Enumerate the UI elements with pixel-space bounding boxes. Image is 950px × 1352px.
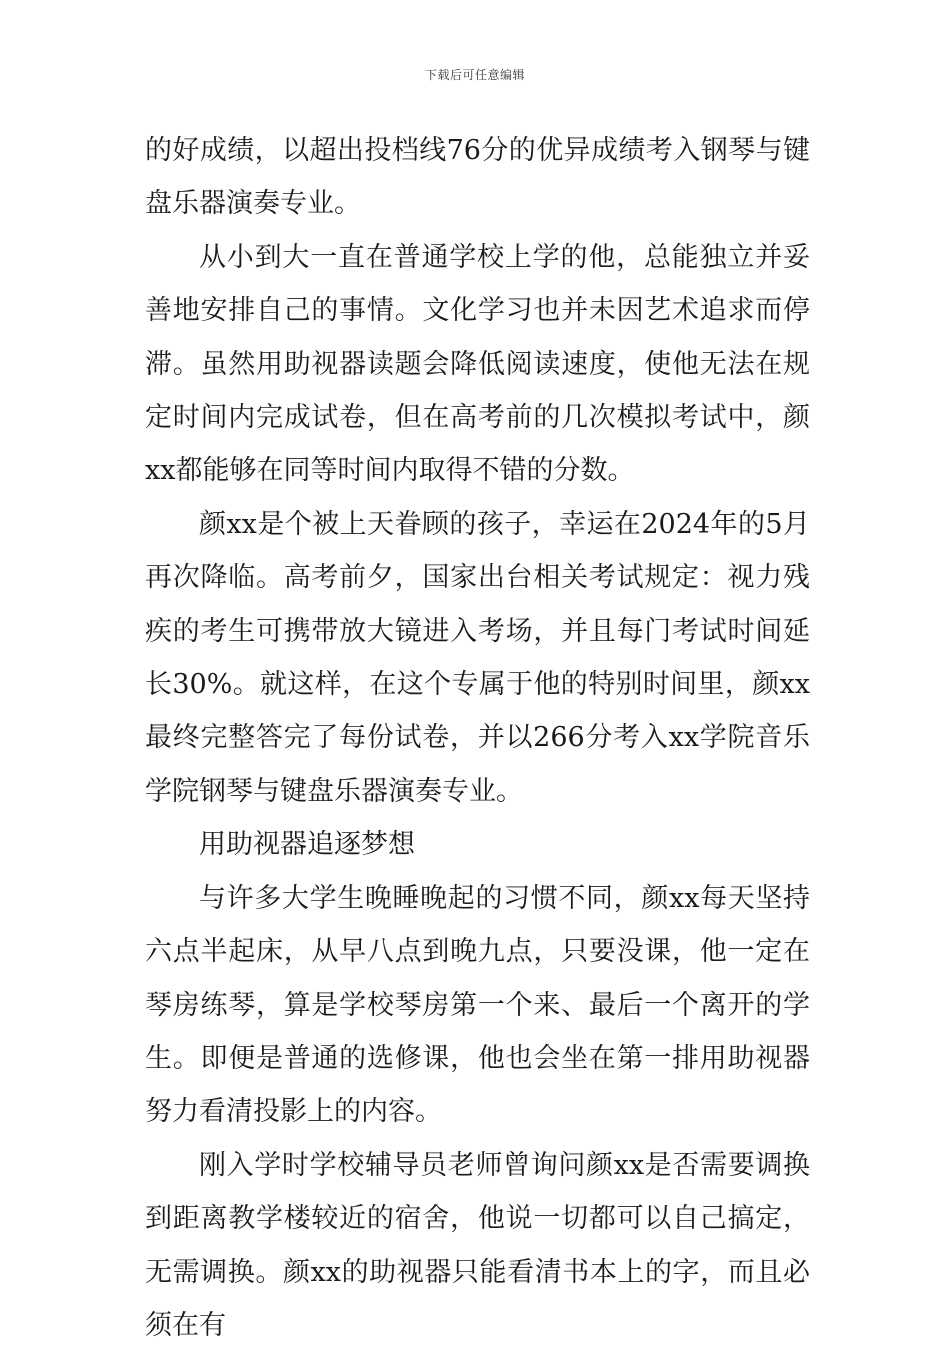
header-note: 下载后可任意编辑 [424,68,525,82]
paragraph-school-life: 从小到大一直在普通学校上学的他，总能独立并妥善地安排自己的事情。文化学习也并未因艺术追求而停滞。虽然用助视器读题会降低阅读速度，使他无法在规定时间内完成试卷，但在高考前的几次模拟考试中，颜xx都能够在同等时间内取得不错的分数。 [145,241,810,487]
section-heading: 用助视器追逐梦想 [199,829,415,861]
paragraph-exam: 颜xx是个被上天眷顾的孩子，幸运在2024年的5月再次降临。高考前夕，国家出台相关考试规定：视力残疾的考生可携带放大镜进入考场，并且每门考试时间延长30%。就这样，在这个专属于他的特别时间里，颜xx最终完整答完了每份试卷，并以266分考入xx学院音乐学院钢琴与键盘乐器演奏专业。 [145,508,810,807]
paragraph-dormitory: 刚入学时学校辅导员老师曾询问颜xx是否需要调换到距离教学楼较近的宿舍，他说一切都可以自己搞定，无需调换。颜xx的助视器只能看清书本上的字，而且必须在有 [145,1149,810,1341]
paragraph-continuation: 的好成绩，以超出投档线76分的优异成绩考入钢琴与键盘乐器演奏专业。 [145,135,810,220]
paragraph-daily-routine: 与许多大学生晚睡晚起的习惯不同，颜xx每天坚持六点半起床，从早八点到晚九点，只要没课，他一定在琴房练琴，算是学校琴房第一个来、最后一个离开的学生。即便是普通的选修课，他也会坐在第一排用助视器努力看清投影上的内容。 [145,882,810,1128]
document-body [145,124,810,1352]
